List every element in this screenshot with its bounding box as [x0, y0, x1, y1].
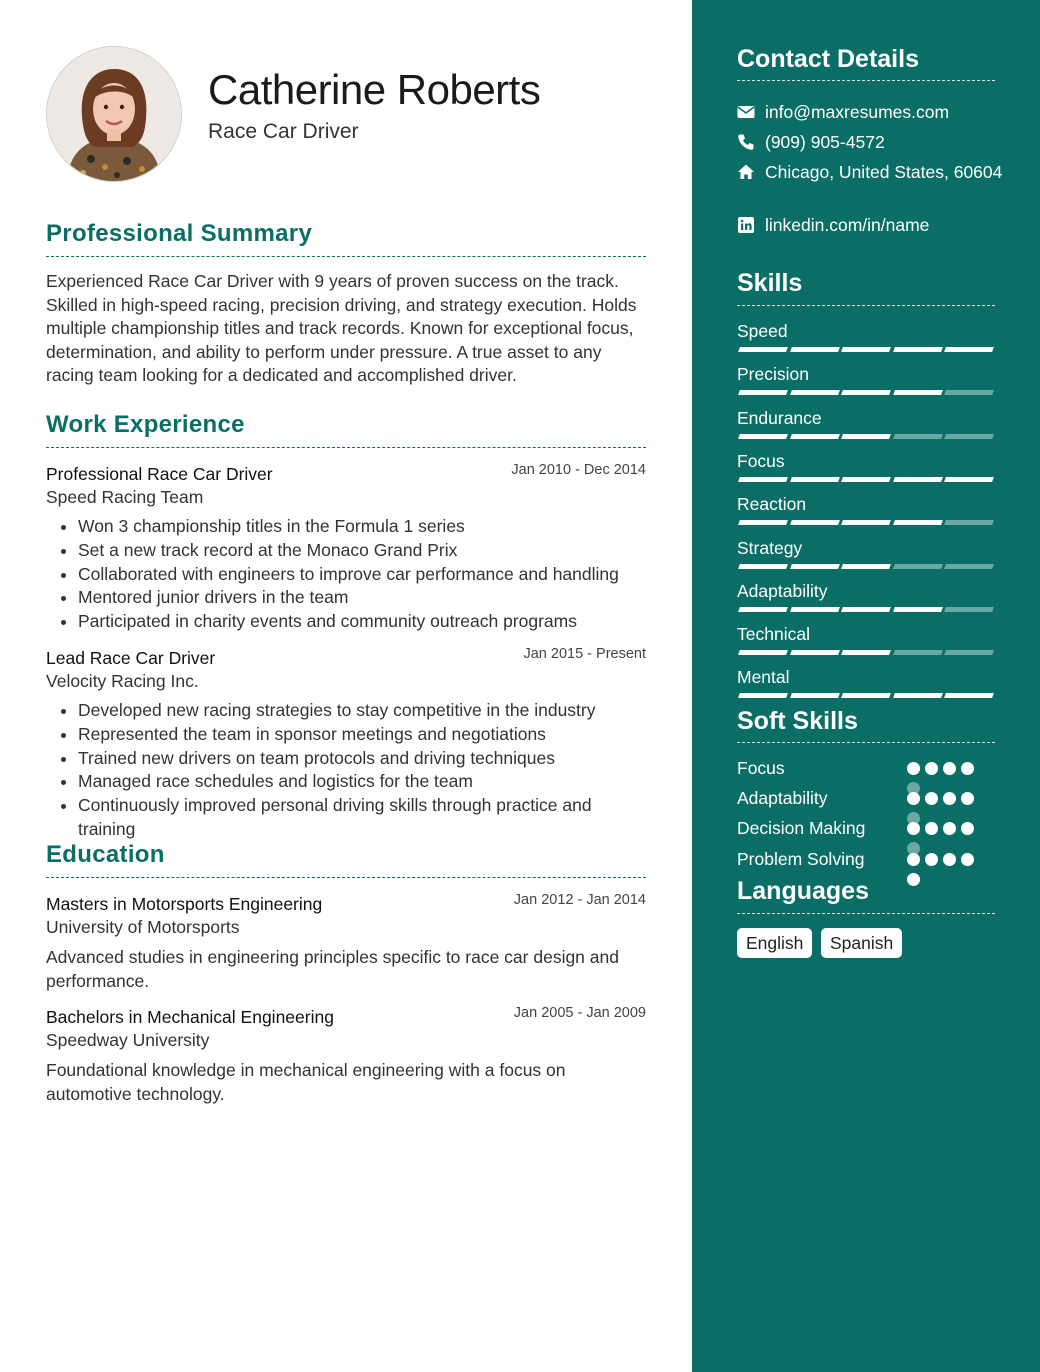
skill-item [737, 408, 995, 430]
linkedin-text: linkedin.com/in/name [765, 215, 930, 235]
skill-rating-segment [790, 434, 840, 439]
email-text: info@maxresumes.com [765, 102, 950, 122]
skill-name: Precision [737, 364, 809, 385]
job-bullet: • Won 3 championship titles in the Formula 1 series [78, 515, 646, 539]
job-bullet: • Continuously improved personal driving skills through practice and training [78, 794, 646, 842]
skill-rating-bar [737, 434, 995, 440]
skill-rating-segment [738, 520, 788, 525]
soft-skill-dot [961, 792, 974, 805]
skill-rating-bar [737, 520, 995, 526]
soft-skill-dot [943, 762, 956, 775]
skill-rating-segment [841, 347, 891, 352]
skill-item [737, 538, 995, 560]
skill-rating-bar [737, 390, 995, 396]
skill-rating-segment [790, 607, 840, 612]
sidebar [692, 0, 1040, 1372]
skill-rating-segment [841, 477, 891, 482]
soft-skill-dot [943, 853, 956, 866]
job-dates: Jan 2015 - Present [523, 646, 646, 662]
skill-rating-segment [893, 390, 943, 395]
skill-rating-bar [737, 564, 995, 570]
skill-rating-segment [790, 477, 840, 482]
skill-item [737, 581, 995, 603]
soft-skill-dot [907, 792, 920, 805]
job-bullet: • Trained new drivers on team protocols and driving techniques [78, 747, 646, 771]
soft-skill-name: Focus [737, 758, 785, 778]
soft-skill-name: Adaptability [737, 788, 828, 808]
profile-photo [46, 46, 182, 182]
soft-skill-dot [961, 822, 974, 835]
skill-rating-segment [841, 607, 891, 612]
skill-rating-segment [790, 650, 840, 655]
skill-name: Mental [737, 667, 790, 688]
home-icon [737, 163, 755, 181]
skill-rating-segment [944, 434, 994, 439]
skill-rating-segment [790, 347, 840, 352]
skill-rating-segment [738, 650, 788, 655]
phone-text: (909) 905-4572 [765, 132, 885, 152]
skill-rating-segment [841, 693, 891, 698]
skill-rating-bar [737, 607, 995, 613]
summary-divider [46, 256, 646, 257]
skill-rating-segment [738, 477, 788, 482]
job-title: Lead Race Car Driver [46, 648, 216, 668]
soft-skill-dot [943, 822, 956, 835]
soft-skill-rating [907, 792, 997, 806]
soft-skill-dot [925, 853, 938, 866]
education-description: Advanced studies in engineering principles specific to race car design and performance. [46, 947, 619, 991]
job-bullets [46, 699, 646, 842]
skill-rating-segment [841, 520, 891, 525]
contact-linkedin[interactable] [737, 214, 1007, 236]
skill-rating-bar [737, 650, 995, 656]
job-entry [46, 462, 646, 634]
soft-skill-dot [925, 762, 938, 775]
soft-skill-dot [961, 762, 974, 775]
job-bullet: • Developed new racing strategies to stay competitive in the industry [78, 699, 646, 723]
skill-rating-segment [790, 693, 840, 698]
skill-name: Technical [737, 624, 810, 645]
school-name: Speedway University [46, 1030, 210, 1050]
skill-rating-segment [893, 650, 943, 655]
languages-heading: Languages [737, 877, 869, 905]
contact-divider [737, 80, 995, 81]
job-bullet: • Collaborated with engineers to improve car performance and handling [78, 563, 646, 587]
skill-rating-segment [944, 607, 994, 612]
address-text: Chicago, United States, 60604 [765, 162, 1003, 182]
skill-item [737, 321, 995, 343]
job-bullet: • Participated in charity events and community outreach programs [78, 610, 646, 634]
soft-skill-item [737, 758, 995, 782]
skill-rating-segment [738, 607, 788, 612]
contact-heading: Contact Details [737, 45, 919, 73]
soft-skills-heading: Soft Skills [737, 707, 858, 735]
degree-title: Bachelors in Mechanical Engineering [46, 1007, 334, 1027]
soft-skill-rating [907, 822, 997, 836]
skill-rating-segment [944, 564, 994, 569]
job-title: Professional Race Car Driver [46, 464, 273, 484]
candidate-name: Catherine Roberts [208, 66, 541, 113]
skill-rating-segment [944, 347, 994, 352]
skill-rating-segment [893, 347, 943, 352]
job-dates: Jan 2010 - Dec 2014 [511, 462, 646, 478]
soft-skill-dot [907, 762, 920, 775]
skill-item [737, 451, 995, 473]
soft-skill-dot [961, 853, 974, 866]
job-bullet: • Mentored junior drivers in the team [78, 586, 646, 610]
soft-skill-dot [907, 822, 920, 835]
soft-skill-dot [925, 822, 938, 835]
degree-title: Masters in Motorsports Engineering [46, 894, 323, 914]
linkedin-icon [737, 216, 755, 234]
skill-rating-segment [738, 693, 788, 698]
experience-heading: Work Experience [46, 411, 245, 438]
skill-rating-segment [841, 434, 891, 439]
skill-item [737, 624, 995, 646]
skill-rating-segment [841, 650, 891, 655]
skill-rating-segment [944, 520, 994, 525]
soft-skill-name: Decision Making [737, 818, 866, 838]
school-name: University of Motorsports [46, 917, 240, 937]
skill-rating-segment [893, 477, 943, 482]
skill-rating-segment [841, 390, 891, 395]
profile-photo-illustration [47, 47, 181, 181]
summary-text: Experienced Race Car Driver with 9 years of proven success on the track. Skilled in high-speed racing, precision driving, and strategy execution. Holds multiple championship titles and track records. Known for exceptional focus, determination, and ability to perform under pressure. A true asset to any racing team looking for a dedicated and accomplished driver. [46, 271, 637, 385]
soft-skill-dot [907, 873, 920, 886]
job-entry [46, 646, 646, 842]
education-heading: Education [46, 841, 165, 868]
education-dates: Jan 2012 - Jan 2014 [513, 892, 646, 908]
skill-rating-bar [737, 347, 995, 353]
skill-rating-segment [738, 434, 788, 439]
soft-skill-dot [943, 792, 956, 805]
skill-name: Adaptability [737, 580, 828, 601]
skill-rating-segment [944, 693, 994, 698]
skill-rating-segment [738, 564, 788, 569]
languages-divider [737, 913, 995, 914]
skill-item [737, 494, 995, 516]
skill-rating-segment [790, 390, 840, 395]
skill-rating-bar [737, 693, 995, 699]
skill-rating-segment [790, 564, 840, 569]
skill-name: Speed [737, 321, 788, 341]
soft-skill-dot [925, 792, 938, 805]
phone-icon [737, 133, 755, 151]
skill-rating-segment [841, 564, 891, 569]
soft-skill-item [737, 788, 995, 812]
skill-item [737, 364, 995, 386]
skill-rating-segment [893, 607, 943, 612]
education-entry [46, 1005, 646, 1106]
job-company: Velocity Racing Inc. [46, 671, 199, 691]
skill-item [737, 667, 995, 689]
job-bullet: • Set a new track record at the Monaco Grand Prix [78, 539, 646, 563]
experience-divider [46, 447, 646, 448]
education-dates: Jan 2005 - Jan 2009 [513, 1005, 646, 1021]
skill-rating-segment [893, 564, 943, 569]
contact-email[interactable] [737, 101, 1007, 123]
skill-name: Focus [737, 450, 785, 471]
skill-rating-segment [738, 347, 788, 352]
skill-rating-segment [944, 390, 994, 395]
skill-rating-segment [893, 434, 943, 439]
skill-rating-segment [738, 390, 788, 395]
skill-rating-bar [737, 477, 995, 483]
skills-divider [737, 305, 995, 306]
soft-skill-name: Problem Solving [737, 849, 865, 869]
skill-rating-segment [893, 520, 943, 525]
education-entry [46, 892, 646, 993]
language-tag: Spanish [821, 928, 902, 958]
soft-skill-item [737, 849, 995, 873]
skill-name: Endurance [737, 407, 822, 428]
language-tag: English [737, 928, 812, 958]
job-bullets [46, 515, 646, 634]
candidate-title: Race Car Driver [208, 120, 359, 143]
contact-address [737, 161, 1007, 183]
email-icon [737, 103, 755, 121]
skill-rating-segment [944, 477, 994, 482]
education-divider [46, 877, 646, 878]
job-bullet: • Represented the team in sponsor meetings and negotiations [78, 723, 646, 747]
skill-rating-segment [944, 650, 994, 655]
skill-name: Strategy [737, 537, 803, 558]
job-bullet: • Managed race schedules and logistics for the team [78, 770, 646, 794]
skill-rating-segment [893, 693, 943, 698]
soft-skills-divider [737, 742, 995, 743]
soft-skill-dot [907, 853, 920, 866]
soft-skill-rating [907, 853, 997, 867]
skill-name: Reaction [737, 494, 807, 515]
contact-phone[interactable] [737, 131, 1007, 153]
education-description: Foundational knowledge in mechanical engineering with a focus on automotive technology. [46, 1060, 566, 1104]
soft-skill-item [737, 818, 995, 842]
skill-rating-segment [790, 520, 840, 525]
job-company: Speed Racing Team [46, 487, 204, 507]
soft-skill-rating [907, 762, 997, 776]
summary-heading: Professional Summary [46, 220, 313, 247]
skills-heading: Skills [737, 269, 803, 297]
